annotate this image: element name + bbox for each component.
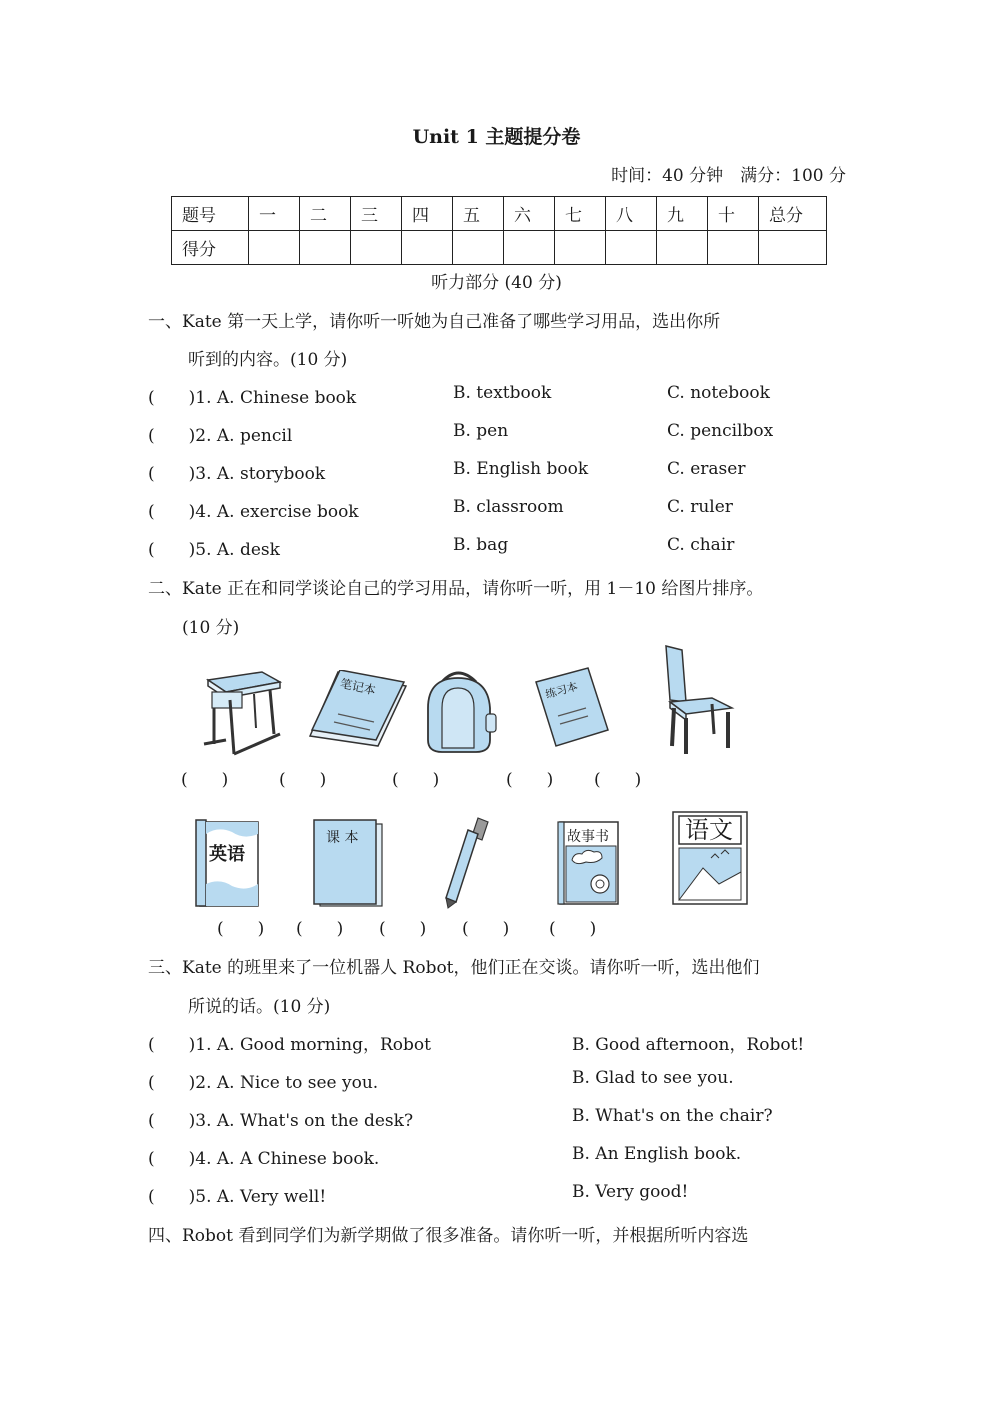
q1-item-5-b[interactable]: B. bag xyxy=(453,535,509,555)
header-cell: 三 xyxy=(351,197,402,231)
q1-item-3-a[interactable]: ( )3. A. storybook xyxy=(148,464,326,484)
order-blank[interactable]: ( ) xyxy=(506,770,554,790)
header-cell: 题号 xyxy=(172,197,249,231)
header-cell: 四 xyxy=(402,197,453,231)
q4-instruction: 四、Robot 看到同学们为新学期做了很多准备。请你听一听，并根据所听内容选 xyxy=(148,1226,749,1246)
score-cell[interactable] xyxy=(708,231,759,265)
order-blank[interactable]: ( ) xyxy=(296,919,344,939)
q1-item-1-a[interactable]: ( )1. A. Chinese book xyxy=(148,388,357,408)
q3-item-1-b[interactable]: B. Good afternoon，Robot! xyxy=(572,1035,805,1055)
q1-instruction: 一、Kate 第一天上学，请你听一听她为自己准备了哪些学习用品，选出你所 xyxy=(148,312,721,332)
bag-icon xyxy=(420,668,498,754)
q3-item-1-a[interactable]: ( )1. A. Good morning，Robot xyxy=(148,1035,431,1055)
row-label-cell: 得分 xyxy=(172,231,249,265)
exam-meta: 时间：40 分钟 满分：100 分 xyxy=(611,166,846,186)
order-blank[interactable]: ( ) xyxy=(279,770,327,790)
score-cell[interactable] xyxy=(759,231,827,265)
q1-item-3-c[interactable]: C. eraser xyxy=(667,459,746,479)
score-cell[interactable] xyxy=(504,231,555,265)
textbook-label: 课 本 xyxy=(326,830,359,846)
order-blank[interactable]: ( ) xyxy=(379,919,427,939)
score-table-header-row xyxy=(172,197,827,231)
exercise-book-label: 练习本 xyxy=(543,679,580,702)
q3-item-4-a[interactable]: ( )4. A. A Chinese book. xyxy=(148,1149,380,1169)
order-blank[interactable]: ( ) xyxy=(181,770,229,790)
score-cell[interactable] xyxy=(402,231,453,265)
q3-item-5-b[interactable]: B. Very good! xyxy=(572,1182,689,1202)
chair-icon xyxy=(656,642,740,756)
header-cell: 九 xyxy=(657,197,708,231)
score-cell[interactable] xyxy=(453,231,504,265)
q3-instruction: 三、Kate 的班里来了一位机器人 Robot，他们正在交谈。请你听一听，选出他们 xyxy=(148,958,760,978)
order-blank[interactable]: ( ) xyxy=(392,770,440,790)
q3-item-3-b[interactable]: B. What's on the chair? xyxy=(572,1106,773,1126)
q1-item-2-a[interactable]: ( )2. A. pencil xyxy=(148,426,293,446)
q2-instruction: 二、Kate 正在和同学谈论自己的学习用品，请你听一听，用 1－10 给图片排序。 xyxy=(148,579,764,599)
q1-item-1-c[interactable]: C. notebook xyxy=(667,383,770,403)
order-blank[interactable]: ( ) xyxy=(462,919,510,939)
q1-item-1-b[interactable]: B. textbook xyxy=(453,383,552,403)
pen-icon xyxy=(440,816,492,910)
q1-item-4-c[interactable]: C. ruler xyxy=(667,497,733,517)
score-table-score-row xyxy=(172,231,827,265)
score-cell[interactable] xyxy=(657,231,708,265)
header-cell: 六 xyxy=(504,197,555,231)
section-heading: 听力部分 (40 分) xyxy=(431,273,562,293)
header-cell: 八 xyxy=(606,197,657,231)
q1-item-4-a[interactable]: ( )4. A. exercise book xyxy=(148,502,359,522)
order-blank[interactable]: ( ) xyxy=(594,770,642,790)
notebook-label: 笔记本 xyxy=(338,676,377,698)
header-cell: 二 xyxy=(300,197,351,231)
q1-item-5-a[interactable]: ( )5. A. desk xyxy=(148,540,280,560)
score-cell[interactable] xyxy=(300,231,351,265)
order-blank[interactable]: ( ) xyxy=(217,919,265,939)
storybook-label: 故事书 xyxy=(567,829,609,845)
q2-instruction-cont: (10 分) xyxy=(182,618,240,638)
q3-item-3-a[interactable]: ( )3. A. What's on the desk? xyxy=(148,1111,414,1131)
chinese-book-label: 语文 xyxy=(685,816,733,844)
order-blank[interactable]: ( ) xyxy=(549,919,597,939)
q1-instruction-cont: 听到的内容。(10 分) xyxy=(188,350,348,370)
header-cell: 五 xyxy=(453,197,504,231)
q3-item-5-a[interactable]: ( )5. A. Very well! xyxy=(148,1187,327,1207)
english-book-label: 英语 xyxy=(209,844,245,865)
q3-instruction-cont: 所说的话。(10 分) xyxy=(188,997,331,1017)
desk-icon xyxy=(200,668,284,758)
header-cell: 七 xyxy=(555,197,606,231)
score-cell[interactable] xyxy=(555,231,606,265)
score-table xyxy=(171,196,827,265)
q3-item-2-a[interactable]: ( )2. A. Nice to see you. xyxy=(148,1073,379,1093)
header-cell: 十 xyxy=(708,197,759,231)
q1-item-3-b[interactable]: B. English book xyxy=(453,459,589,479)
q1-item-2-c[interactable]: C. pencilbox xyxy=(667,421,774,441)
header-cell: 一 xyxy=(249,197,300,231)
q1-item-5-c[interactable]: C. chair xyxy=(667,535,735,555)
page-title: Unit 1 主题提分卷 xyxy=(412,126,581,148)
score-cell[interactable] xyxy=(606,231,657,265)
score-cell[interactable] xyxy=(249,231,300,265)
score-cell[interactable] xyxy=(351,231,402,265)
q3-item-4-b[interactable]: B. An English book. xyxy=(572,1144,742,1164)
header-cell: 总分 xyxy=(759,197,827,231)
q1-item-2-b[interactable]: B. pen xyxy=(453,421,509,441)
q3-item-2-b[interactable]: B. Glad to see you. xyxy=(572,1068,734,1088)
q1-item-4-b[interactable]: B. classroom xyxy=(453,497,564,517)
